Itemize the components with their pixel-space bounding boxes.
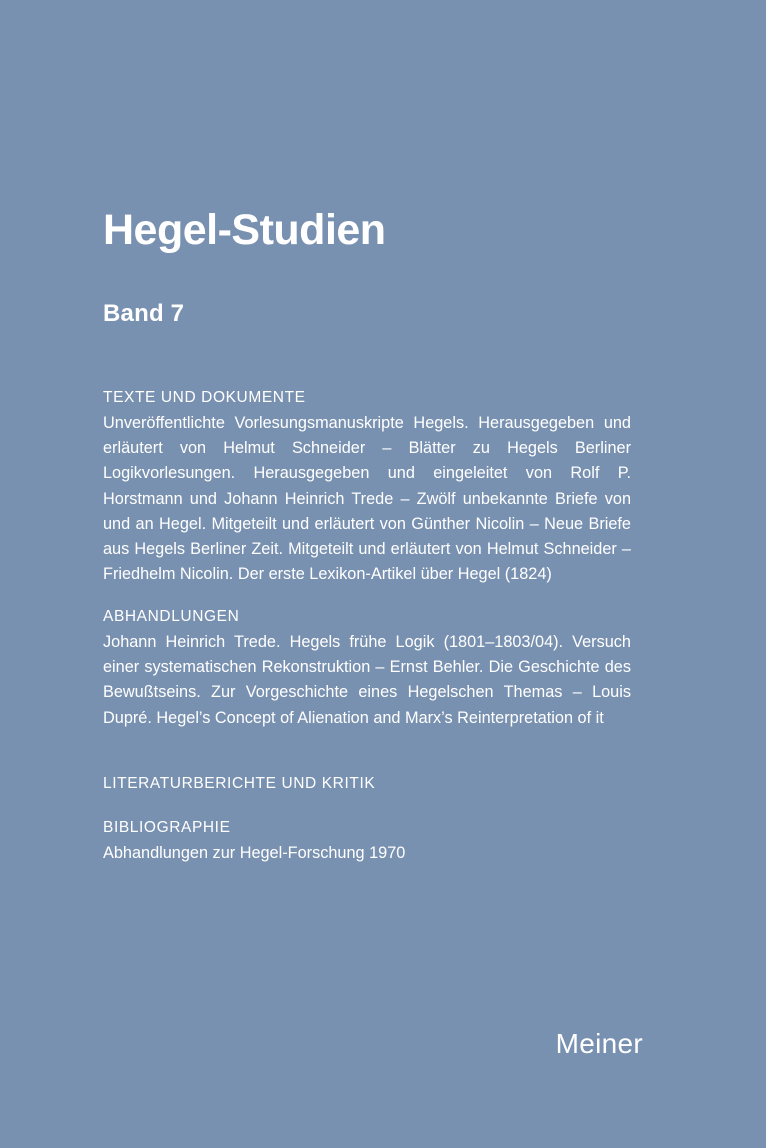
volume-label: Band 7 [103, 300, 185, 327]
cover-content [103, 0, 643, 1148]
section-heading: LITERATURBERICHTE UND KRITIK [103, 775, 376, 792]
section-heading: TEXTE UND DOKUMENTE [103, 389, 306, 406]
section-body: Abhandlungen zur Hegel-Forschung 1970 [103, 844, 406, 863]
publisher-name: Meiner [555, 1028, 643, 1059]
section-body: Unveröffentlichte Vorlesungsmanuskripte Hegels. Herausgegeben und erläutert von Helmut Schneider – Blätter zu Hegels Berliner Logikvorlesungen. Herausgegeben und eingeleitet von Rolf P. Horstmann und Johann Heinrich Trede – Zwölf unbekannte Briefe von und an Hegel. Mitgeteilt und erläutert von Günther Nicolin – Neue Briefe aus Hegels Berliner Zeit. Mitgeteilt und erläutert von Helmut Schneider – Friedhelm Nicolin. Der erste Lexikon-Artikel über Hegel (1824) [103, 414, 631, 584]
section-bibliographie [103, 816, 631, 866]
section-body: Johann Heinrich Trede. Hegels frühe Logik (1801–1803/04). Versuch einer systematischen Rekonstruktion – Ernst Behler. Die Geschichte des Bewußtseins. Zur Vorgeschichte eines Hegelschen Themas – Louis Dupré. Hegel’s Concept of Alienation and Marx’s Reinterpretation of it [103, 633, 631, 727]
section-heading: BIBLIOGRAPHIE [103, 819, 231, 836]
section-abhandlungen [103, 605, 631, 731]
section-heading: ABHANDLUNGEN [103, 608, 240, 625]
section-literaturberichte-und-kritik [103, 772, 631, 797]
section-texte-und-dokumente [103, 386, 631, 587]
page-title: Hegel-Studien [103, 206, 386, 254]
